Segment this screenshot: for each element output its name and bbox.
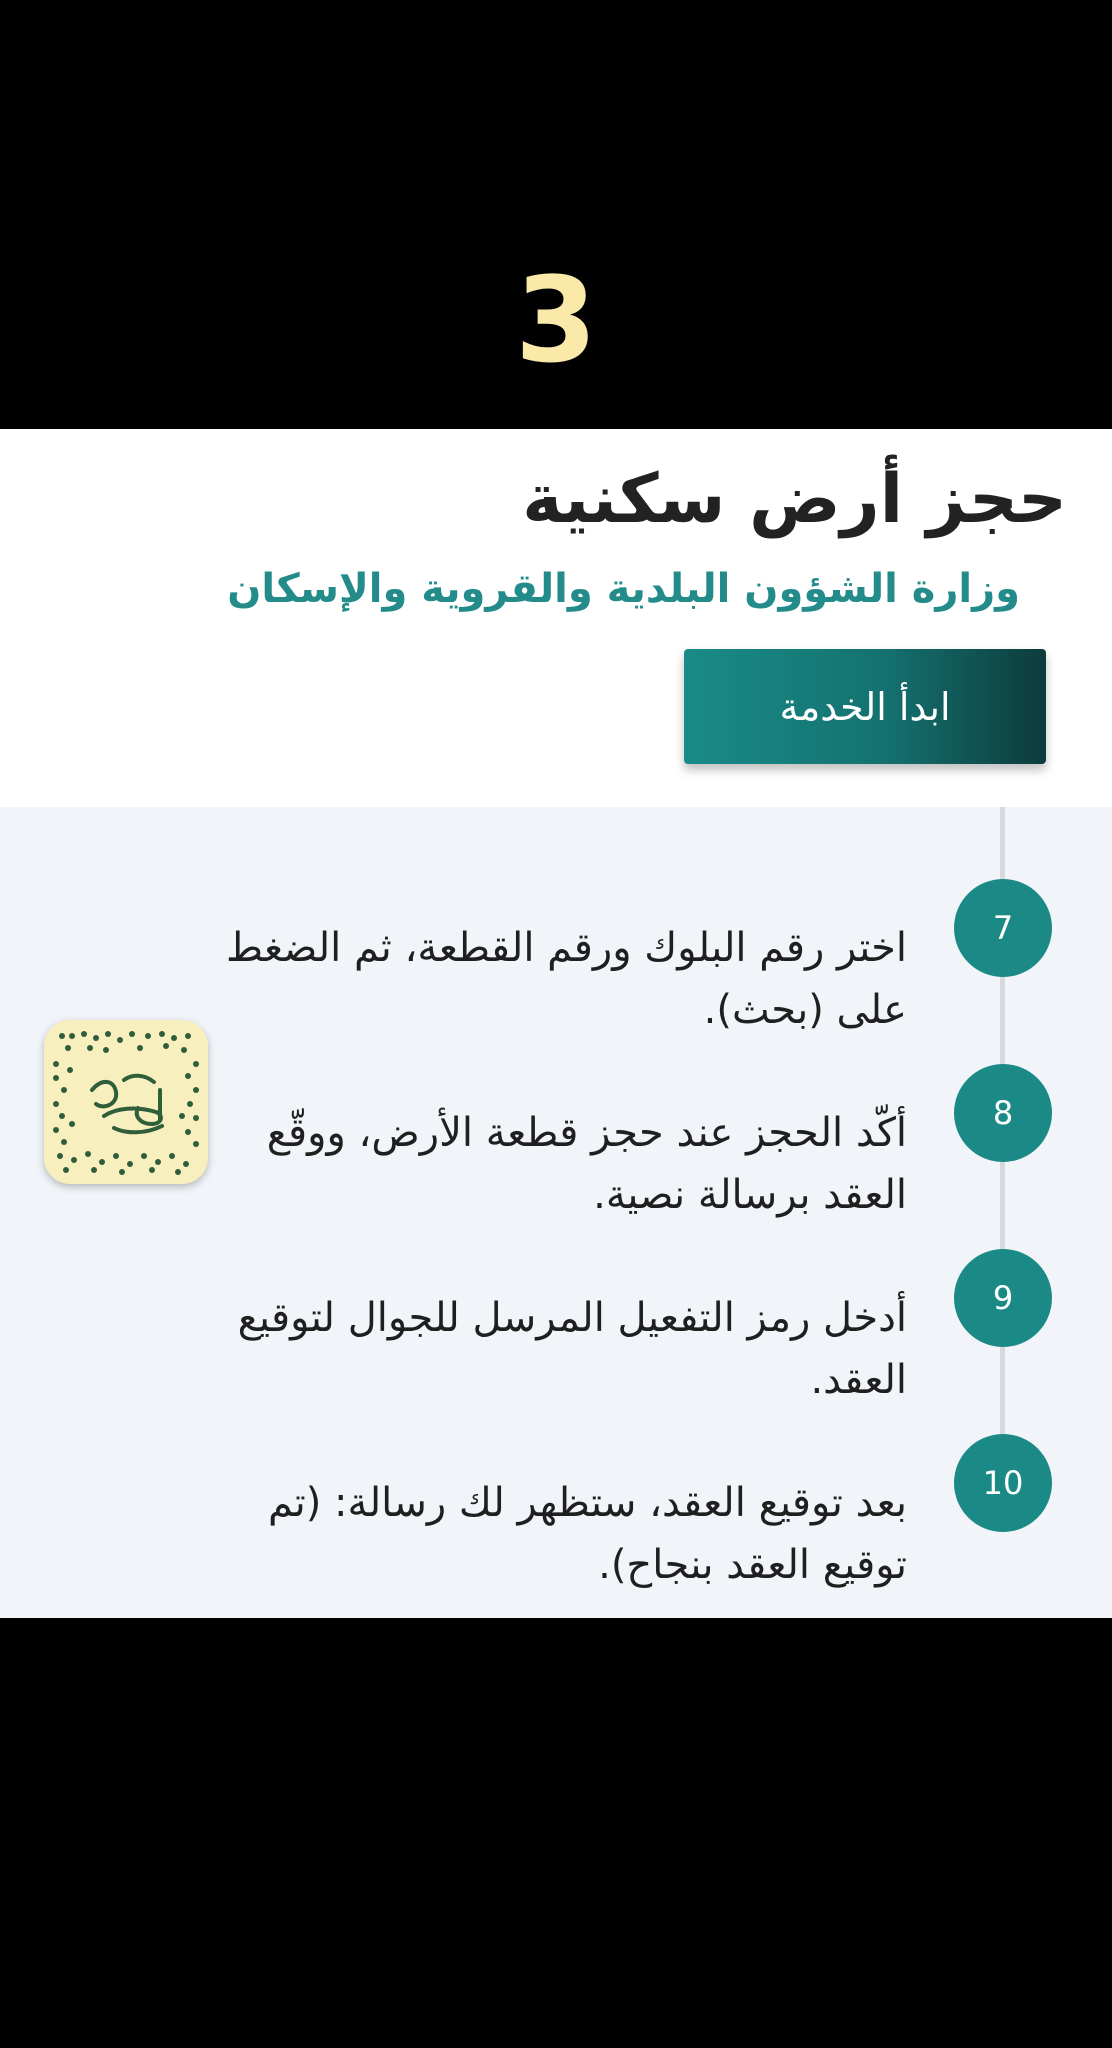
service-header — [0, 429, 1112, 807]
step-number-badge: 7 — [954, 879, 1052, 977]
slide-number: 3 — [514, 251, 598, 389]
step-text: أكّد الحجز عند حجز قطعة الأرض، ووقّع العقد برسالة نصية. — [266, 1110, 907, 1218]
snapcode-logo-icon — [44, 1020, 208, 1184]
page-title: حجز أرض سكنية — [522, 460, 1067, 539]
bottom-band — [0, 1618, 1112, 2048]
top-band — [0, 0, 1112, 429]
step-text: بعد توقيع العقد، ستظهر لك رسالة: (تم توقيع العقد بنجاح). — [267, 1480, 907, 1588]
step-text: اختر رقم البلوك ورقم القطعة، ثم الضغط على (بحث). — [226, 925, 907, 1033]
start-service-button[interactable]: ابدأ الخدمة — [684, 649, 1046, 764]
step-number-badge: 9 — [954, 1249, 1052, 1347]
step-number-badge: 8 — [954, 1064, 1052, 1162]
step-number-badge: 10 — [954, 1434, 1052, 1532]
steps-panel — [0, 807, 1112, 1618]
step-text: أدخل رمز التفعيل المرسل للجوال لتوقيع العقد. — [237, 1295, 907, 1403]
ministry-name: وزارة الشؤون البلدية والقروية والإسكان — [227, 566, 1020, 612]
snapcode-graphic — [44, 1020, 208, 1184]
